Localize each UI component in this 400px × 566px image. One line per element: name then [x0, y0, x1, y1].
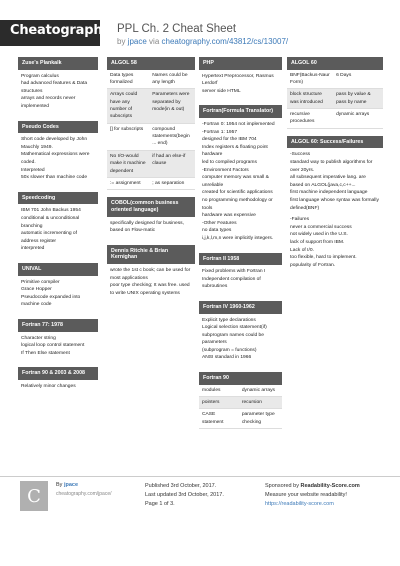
table-cell: Arrays could have any number of subscripts	[110, 92, 138, 120]
text-line: wrote the 1st c book; can be used for most applications	[110, 267, 191, 281]
text-line: Interpreted	[21, 167, 45, 173]
table-row	[199, 397, 282, 409]
footer-byline: By jpace	[56, 482, 79, 488]
text-line: arrays and records never implemented	[21, 96, 76, 109]
text-line: designed for the IBM 704	[202, 137, 257, 143]
section-title: Dennis Ritchie & Brian Kernighan	[107, 245, 195, 264]
text-line: IBM 701 John Backus 1954	[21, 208, 81, 214]
section-title: Fortran IV 1960-1962	[199, 301, 282, 314]
text-line: no data types	[202, 228, 232, 234]
text-line: 50x slower than machine code	[21, 175, 88, 181]
updated-date: Last updated 3rd October, 2017.	[145, 491, 224, 498]
text-line: Pseudocode expanded into machine code	[21, 294, 81, 308]
section-univac	[18, 263, 98, 312]
section-algol-60-success-failures	[287, 136, 383, 273]
text-line: had advanced features & Data structures	[21, 81, 88, 94]
section-fortran-77	[18, 319, 98, 360]
section-title: UNIVAL	[18, 263, 98, 276]
text-line: Lack of I/0.	[290, 247, 314, 253]
text-line: -Success	[290, 152, 311, 158]
footer-sponsor: Sponsored by Readability-Score.com Measure your website readability! https://readability-score.com	[265, 483, 360, 507]
column-3	[199, 57, 282, 436]
text-line: Index registers & floating point hardware	[202, 144, 268, 158]
footer-publish-info	[145, 482, 224, 508]
text-line: Hypertext Preprocessor, Rasmus Lerdorf	[202, 73, 274, 87]
section-algol-60	[287, 57, 383, 129]
text-line: not widely used in the U.S.	[290, 232, 348, 238]
text-line: subprogram names could be parameters	[202, 332, 264, 346]
table-row	[107, 89, 195, 123]
sheet-footer	[0, 476, 400, 516]
footer-author-url[interactable]: cheatography.com/jpace/	[56, 491, 112, 497]
author-link[interactable]: jpace	[127, 37, 147, 46]
sheet-header	[0, 0, 400, 52]
section-title: ALGOL 58	[107, 57, 195, 70]
footer-author-link[interactable]: jpace	[63, 482, 79, 488]
section-zuse	[18, 57, 98, 114]
section-pseudo-codes	[18, 121, 98, 185]
text-line: -Other Features	[202, 220, 237, 226]
column-1	[18, 57, 98, 401]
text-line: Relatively minor changes	[21, 383, 76, 389]
section-title: Pseudo Codes	[18, 121, 98, 134]
table-cell: parameter type checking	[241, 412, 275, 425]
text-line: -Fortran 1: 1957	[202, 129, 238, 135]
text-line: Character string	[21, 335, 56, 341]
cheatography-logo[interactable]	[0, 20, 111, 46]
column-2	[107, 57, 195, 307]
text-line: never a commercial success	[290, 224, 352, 230]
section-fortran-ii	[199, 253, 282, 294]
text-line: Short code developed by John Mauchly 1949.	[21, 137, 88, 150]
logo-text: Cheatography	[10, 23, 111, 38]
table-cell: BNF(Backus-Naur Form)	[290, 72, 330, 85]
table-cell: Parameters were separated by mode(in & out)	[152, 92, 190, 113]
table-cell: dynamic arrays	[241, 387, 275, 393]
section-title: Fortran 77: 1978	[18, 319, 98, 332]
section-title: Fortran(Formula Translator)	[199, 105, 282, 118]
table-cell: ; as separation	[152, 180, 185, 186]
table-row	[107, 70, 195, 90]
text-line: -Failures	[290, 217, 310, 223]
text-line: specifically designed for business, based on Flow-matic	[110, 220, 184, 234]
text-line: If Then Else statement	[21, 350, 70, 356]
sponsor-link[interactable]: Readability-Score.com	[300, 483, 360, 489]
text-line: all subsequent imperative lang. are based on ALGOL(java,c,c++...	[290, 175, 366, 188]
text-line: Program calculus	[21, 73, 59, 79]
text-line: first language whose syntax was formally defined(BNF)	[290, 197, 379, 211]
section-title: Zuse's Plankalk	[18, 57, 98, 70]
section-title: ALGOL 60: Success/Failures	[287, 136, 383, 149]
section-title: Speedcoding	[18, 192, 98, 205]
section-title: ALGOL 60	[287, 57, 383, 70]
table-row	[287, 89, 383, 109]
table-cell: CASE statement	[202, 412, 224, 425]
table-row	[107, 124, 195, 151]
table-row	[107, 178, 195, 190]
text-line: Mathematical expressions were coded.	[21, 152, 90, 165]
table-row	[107, 151, 195, 178]
text-line: -Environment Factors	[202, 167, 249, 173]
section-fortran-iv	[199, 301, 282, 365]
text-line: popularity of Fortran.	[290, 262, 336, 268]
table-cell: Names could be any length	[152, 72, 188, 85]
text-line: server side HTML	[202, 88, 241, 94]
section-cobol	[107, 197, 195, 237]
section-algol-58	[107, 57, 195, 190]
section-fortran	[199, 105, 282, 245]
table-cell: recursion	[241, 400, 262, 406]
sheet-url-link[interactable]: cheatography.com/43812/cs/13007/	[161, 37, 289, 46]
table-row	[287, 70, 383, 90]
section-fortran-90-2003-2008	[18, 367, 98, 393]
section-speedcoding	[18, 192, 98, 256]
table-cell: block structure was introduced	[290, 92, 323, 105]
text-line: lack of support from IBM.	[290, 239, 345, 245]
text-line: hardware was expensive	[202, 213, 256, 219]
page-number: Page 1 of 3.	[145, 500, 175, 507]
table-cell: if had an else-if clause	[152, 153, 186, 167]
section-title: Fortran II 1958	[199, 253, 282, 266]
sheet-byline: by jpace via cheatography.com/43812/cs/13007/	[117, 37, 289, 46]
text-line: Logical selection statement(if)	[202, 325, 267, 331]
text-line: -Fortran 0: 1954 not implemented	[202, 122, 275, 127]
section-ritchie-kernighan	[107, 245, 195, 301]
table-cell: No I/O-would make it machine dependent	[110, 153, 146, 174]
table-cell: pass by value & pass by name	[336, 92, 371, 105]
text-line: i,j,k,l,m,n were implicitly integers.	[202, 235, 274, 241]
text-line: ANSI standard in 1966	[202, 355, 252, 361]
text-line: Fixed problems with Fortran I	[202, 269, 266, 275]
table-cell: dynamic arrays	[336, 112, 370, 118]
section-title: PHP	[199, 57, 282, 70]
text-line: too flexible, hard to implement.	[290, 255, 357, 261]
section-title: COBOL(common business oriented language)	[107, 197, 195, 216]
published-date: Published 3rd October, 2017.	[145, 483, 217, 489]
table-cell: Data types formalized	[110, 72, 134, 85]
text-line: standard way to publish algorithms for over 20yrs.	[290, 159, 373, 173]
text-line: automatic incrementing of address register	[21, 231, 77, 244]
table-row	[199, 409, 282, 429]
section-title: Fortran 90 & 2003 & 2008	[18, 367, 98, 380]
table-cell: := assignment	[110, 180, 141, 186]
section-fortran-90	[199, 372, 282, 429]
text-line: Independent compilation of subroutines	[202, 276, 261, 290]
text-line: logical loop control statement	[21, 343, 85, 349]
text-line: led to compiled programs	[202, 159, 257, 165]
text-line: first machine independent language	[290, 190, 368, 196]
text-line: Grace Hopper	[21, 287, 52, 293]
table-cell: pointers	[202, 400, 220, 406]
sponsor-url[interactable]: https://readability-score.com	[265, 500, 334, 507]
section-php	[199, 57, 282, 98]
sponsor-text: Measure your website readability!	[265, 491, 347, 498]
text-line: poor type checking; It was free. used to write UNIX operating systems	[110, 283, 190, 296]
text-line: conditional & unconditional branching	[21, 215, 80, 229]
column-4	[287, 57, 383, 279]
table-cell: compound statements(begin ... end)	[152, 126, 190, 147]
table-row	[287, 109, 383, 129]
text-line: (subprogram = functions)	[202, 347, 257, 353]
table-cell: recursive procedures	[290, 112, 315, 125]
table-row	[199, 385, 282, 397]
text-line: created for scientific applications	[202, 190, 273, 196]
section-title: Fortran 90	[199, 372, 282, 385]
text-line: Primitive compiler	[21, 279, 60, 285]
table-cell: 6 Days	[336, 72, 352, 78]
table-cell: [] for subscripts	[110, 126, 144, 132]
table-cell: modules	[202, 387, 221, 393]
text-line: computer memory was small & unreliable	[202, 175, 269, 188]
text-line: interpreted	[21, 246, 45, 252]
text-line: no programming methodology or tools	[202, 197, 273, 211]
text-line: Explicit type declarations	[202, 317, 256, 323]
author-avatar[interactable]: C	[20, 481, 48, 511]
page-title: PPL Ch. 2 Cheat Sheet	[117, 23, 237, 35]
